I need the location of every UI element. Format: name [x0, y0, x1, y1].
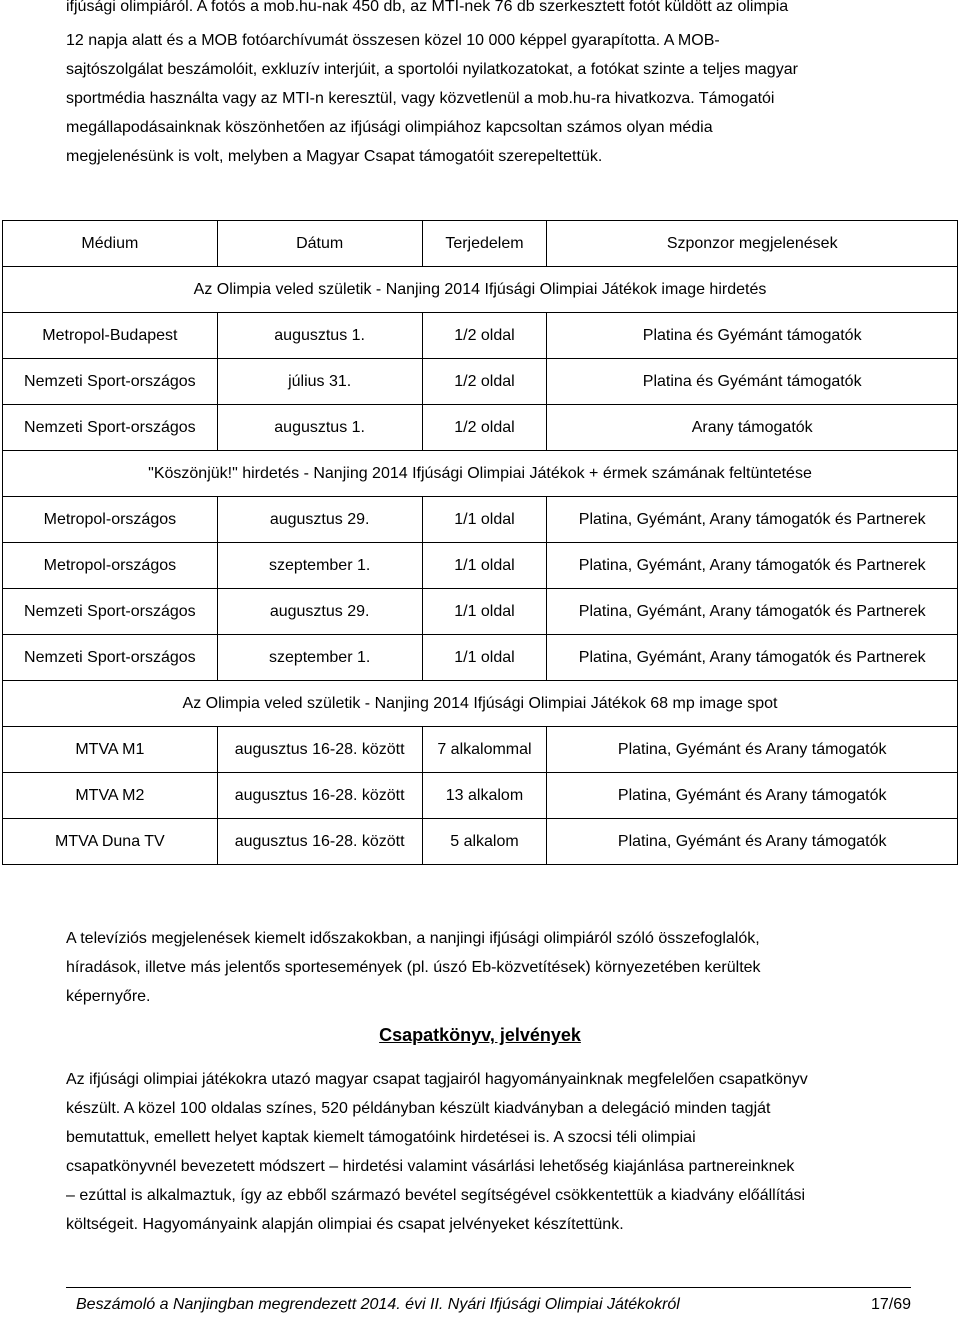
cell-medium: Metropol-Budapest	[3, 313, 218, 359]
section-heading: Csapatkönyv, jelvények	[379, 1025, 581, 1045]
tv-paragraph	[66, 924, 894, 1011]
cell-sponsor: Platina, Gyémánt, Arany támogatók és Partnerek	[547, 589, 958, 635]
footer-divider	[66, 1287, 911, 1288]
paragraph-line: képernyőre.	[66, 988, 151, 1005]
cell-medium: Nemzeti Sport-országos	[3, 405, 218, 451]
page-number: 17/69	[870, 1296, 911, 1313]
header-medium: Médium	[3, 221, 218, 267]
cell-date: augusztus 16-28. között	[217, 727, 422, 773]
cell-sponsor: Platina, Gyémánt és Arany támogatók	[547, 727, 958, 773]
paragraph-line: készült. A közel 100 oldalas színes, 520 példányban készült kiadványban a delegáció minden tagját	[66, 1100, 771, 1117]
cell-extent: 5 alkalom	[422, 819, 547, 865]
cell-extent: 1/1 oldal	[422, 589, 547, 635]
intro-line: ifjúsági olimpiáról. A fotós a mob.hu-nak 450 db, az MTI-nek 76 db szerkesztett fotót küldött az olimpia	[66, 0, 789, 15]
cell-sponsor: Platina, Gyémánt, Arany támogatók és Partnerek	[547, 635, 958, 681]
header-sponsor: Szponzor megjelenések	[547, 221, 958, 267]
section-title: "Köszönjük!" hirdetés - Nanjing 2014 Ifjúsági Olimpiai Játékok + érmek számának feltüntetése	[3, 451, 958, 497]
section-title: Az Olimpia veled születik - Nanjing 2014 Ifjúsági Olimpiai Játékok image hirdetés	[3, 267, 958, 313]
cell-date: augusztus 29.	[217, 589, 422, 635]
paragraph-line: Az ifjúsági olimpiai játékokra utazó magyar csapat tagjairól hagyományainknak megfelelően csapatkönyv	[66, 1071, 808, 1088]
cell-medium: Nemzeti Sport-országos	[3, 589, 218, 635]
cell-date: augusztus 1.	[217, 405, 422, 451]
footer-title: Beszámoló a Nanjingban megrendezett 2014. évi II. Nyári Ifjúsági Olimpiai Játékokról	[76, 1296, 680, 1313]
cell-date: augusztus 16-28. között	[217, 819, 422, 865]
cell-extent: 7 alkalommal	[422, 727, 547, 773]
cell-medium: Metropol-országos	[3, 543, 218, 589]
media-appearances-table	[2, 220, 958, 865]
section-title-row	[3, 451, 958, 497]
paragraph-line: híradások, illetve más jelentős sportesemények (pl. úszó Eb-közvetítések) környezetében kerültek	[66, 959, 761, 976]
cell-medium: Nemzeti Sport-országos	[3, 359, 218, 405]
paragraph-line: – ezúttal is alkalmaztuk, így az ebből származó bevétel segítségével csökkentettük a kiadvány előállítási	[66, 1187, 806, 1204]
table-row	[3, 359, 958, 405]
cell-medium: Nemzeti Sport-országos	[3, 635, 218, 681]
table-row	[3, 589, 958, 635]
cell-sponsor: Platina és Gyémánt támogatók	[547, 359, 958, 405]
cell-sponsor: Platina és Gyémánt támogatók	[547, 313, 958, 359]
table-row	[3, 635, 958, 681]
cell-sponsor: Platina, Gyémánt és Arany támogatók	[547, 773, 958, 819]
cell-medium: MTVA M2	[3, 773, 218, 819]
cell-date: augusztus 29.	[217, 497, 422, 543]
cell-extent: 1/2 oldal	[422, 313, 547, 359]
intro-line: sportmédia használta vagy az MTI-n keresztül, vagy közvetlenül a mob.hu-ra hivatkozva. Támogatói	[66, 90, 775, 107]
cell-date: július 31.	[217, 359, 422, 405]
section-title-row	[3, 681, 958, 727]
table-header-row	[3, 221, 958, 267]
intro-line: 12 napja alatt és a MOB fotóarchívumát összesen közel 10 000 képpel gyarapította. A MOB-	[66, 32, 720, 49]
cell-medium: MTVA M1	[3, 727, 218, 773]
cell-extent: 1/1 oldal	[422, 635, 547, 681]
team-paragraph	[66, 1065, 894, 1239]
cell-sponsor: Platina, Gyémánt, Arany támogatók és Partnerek	[547, 543, 958, 589]
section-title: Az Olimpia veled születik - Nanjing 2014 Ifjúsági Olimpiai Játékok 68 mp image spot	[3, 681, 958, 727]
cell-extent: 1/1 oldal	[422, 543, 547, 589]
cell-medium: Metropol-országos	[3, 497, 218, 543]
cell-extent: 13 alkalom	[422, 773, 547, 819]
cell-sponsor: Platina, Gyémánt, Arany támogatók és Partnerek	[547, 497, 958, 543]
section-title-row	[3, 267, 958, 313]
table-row	[3, 405, 958, 451]
cell-extent: 1/2 oldal	[422, 405, 547, 451]
table-row	[3, 543, 958, 589]
cell-date: augusztus 16-28. között	[217, 773, 422, 819]
cell-extent: 1/1 oldal	[422, 497, 547, 543]
intro-line: megjelenésünk is volt, melyben a Magyar Csapat támogatóit szerepeltettük.	[66, 148, 603, 165]
cell-date: augusztus 1.	[217, 313, 422, 359]
cell-date: szeptember 1.	[217, 543, 422, 589]
paragraph-line: bemutattuk, emellett helyet kaptak kiemelt támogatóink hirdetései is. A szocsi téli olimpiai	[66, 1129, 696, 1146]
paragraph-line: A televíziós megjelenések kiemelt időszakokban, a nanjingi ifjúsági olimpiáról szóló összefoglalók,	[66, 930, 760, 947]
cell-medium: MTVA Duna TV	[3, 819, 218, 865]
table-row	[3, 773, 958, 819]
cell-sponsor: Platina, Gyémánt és Arany támogatók	[547, 819, 958, 865]
table-row	[3, 819, 958, 865]
intro-line: megállapodásainknak köszönhetően az ifjúsági olimpiához kapcsoltan számos olyan média	[66, 119, 713, 136]
paragraph-line: csapatkönyvnél bevezetett módszert – hirdetési valamint vásárlási lehetőség kiajánlása partnereinknek	[66, 1158, 795, 1175]
cell-sponsor: Arany támogatók	[547, 405, 958, 451]
header-date: Dátum	[217, 221, 422, 267]
table-row	[3, 727, 958, 773]
intro-line: sajtószolgálat beszámolóit, exkluzív interjúit, a sportolói nyilatkozatokat, a fotókat szinte a teljes magyar	[66, 61, 798, 78]
cell-date: szeptember 1.	[217, 635, 422, 681]
table-row	[3, 313, 958, 359]
paragraph-line: költségeit. Hagyományaink alapján olimpiai és csapat jelvényeket készítettünk.	[66, 1216, 624, 1233]
header-extent: Terjedelem	[422, 221, 547, 267]
table-row	[3, 497, 958, 543]
cell-extent: 1/2 oldal	[422, 359, 547, 405]
